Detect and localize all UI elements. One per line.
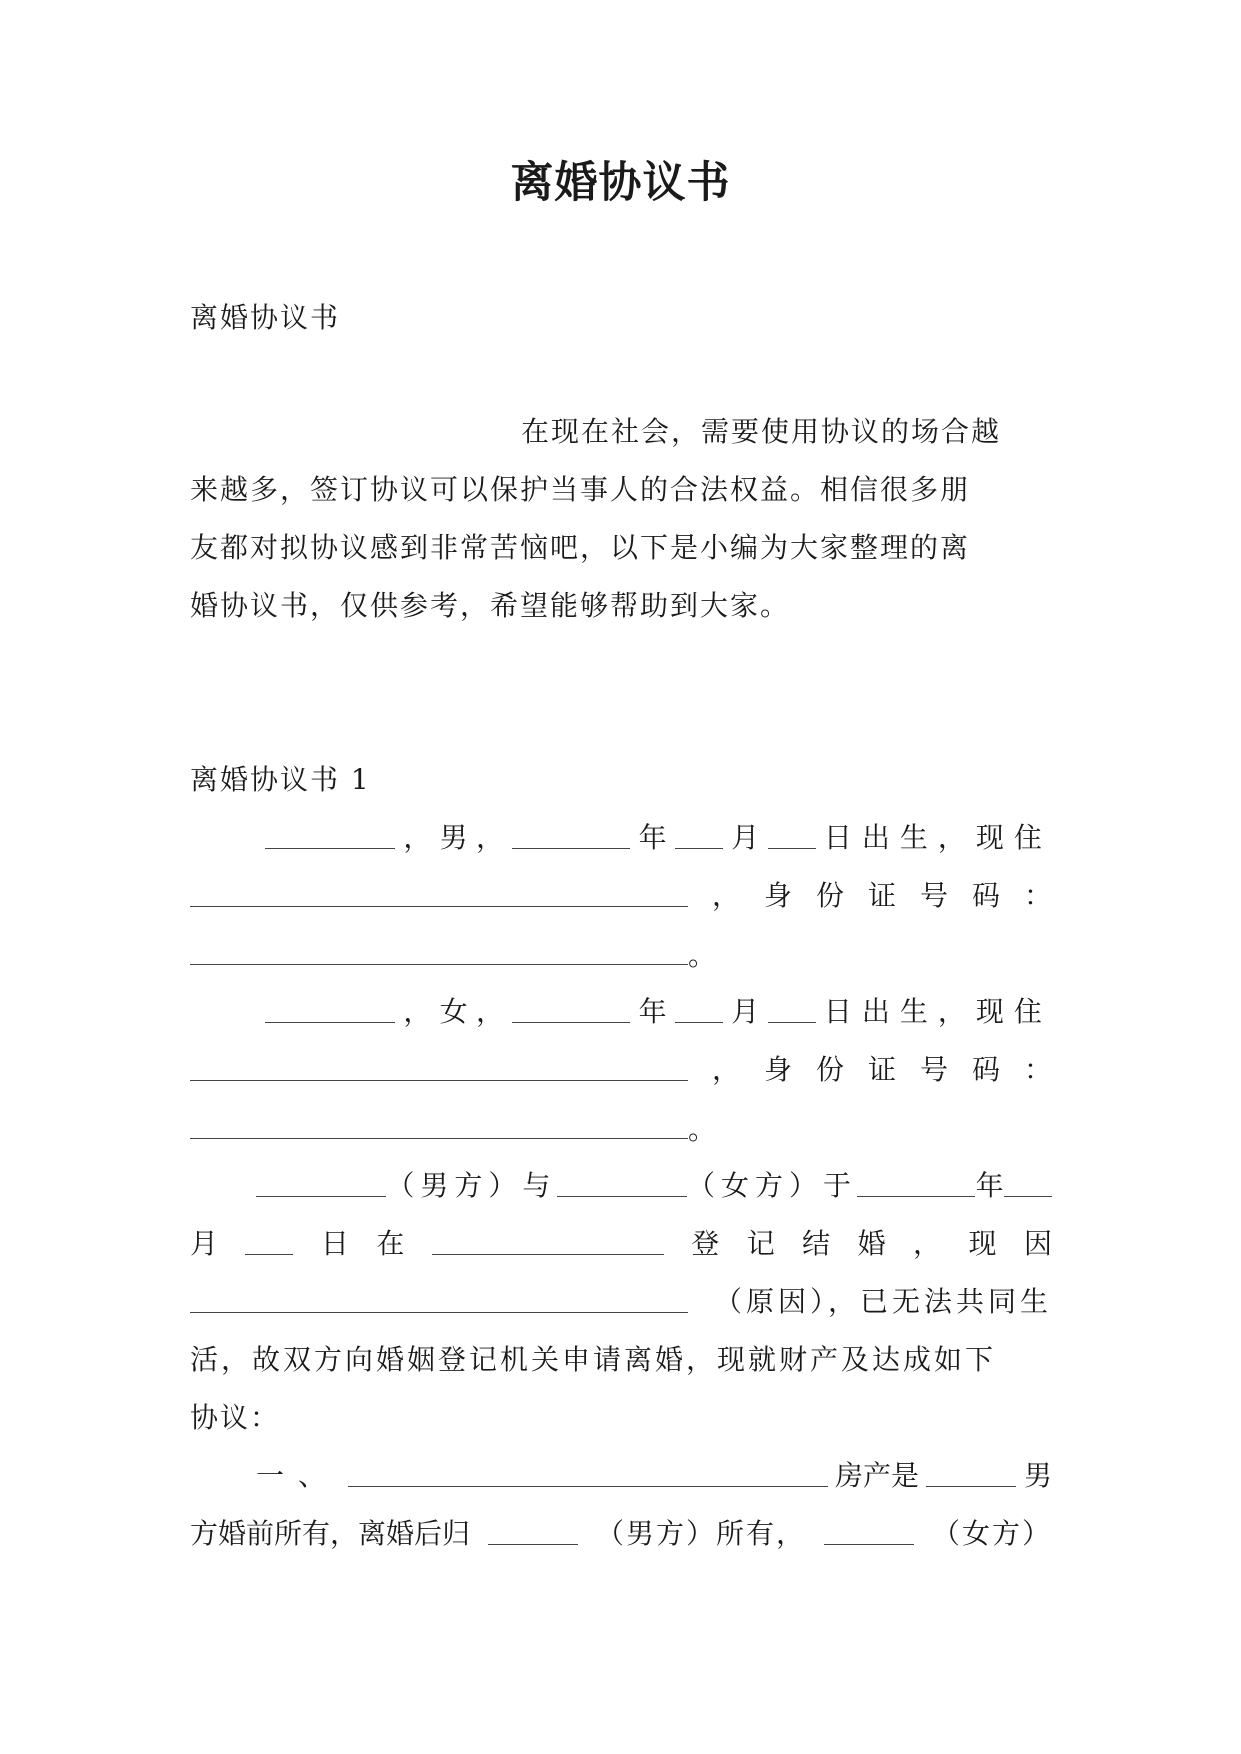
woman-id-char: 码: [971, 1053, 1000, 1086]
woman-id-char: 证: [867, 1053, 896, 1086]
man-id-blank: [190, 934, 688, 965]
man-id-char: 份: [815, 879, 844, 912]
marriage-char: ，: [913, 1227, 942, 1260]
clause1-after-blank: [488, 1514, 578, 1545]
woman-month-blank: [675, 992, 723, 1023]
woman-end-mark: 。: [688, 1113, 719, 1146]
woman-comma-2: ，: [475, 995, 504, 1028]
woman-address-blank: [190, 1050, 688, 1081]
female-party-blank: [557, 1166, 687, 1197]
clause1-house-blank: [348, 1456, 828, 1487]
marriage-char: 登: [691, 1227, 720, 1260]
man-id-char: 身: [763, 879, 792, 912]
marriage-char: 在: [376, 1227, 405, 1260]
man-address-blank: [190, 876, 688, 907]
woman-day-blank: [768, 992, 816, 1023]
woman-born-label: 日出生，现住: [823, 995, 1052, 1028]
marriage-char: 婚: [857, 1227, 886, 1260]
woman-line-2: [190, 1050, 1052, 1090]
marriage-month-blank: [1004, 1166, 1052, 1197]
man-month-blank: [675, 818, 723, 849]
marriage-year-label: 年: [975, 1169, 1004, 1202]
clause1-line-2: [190, 1514, 1052, 1554]
marriage-char: 记: [746, 1227, 775, 1260]
marriage-line-5: 协议：: [190, 1401, 281, 1434]
document-title: 离婚协议书: [510, 158, 731, 208]
marriage-line-4: 活，故双方向婚姻登记机关申请离婚，现就财产及达成如下: [190, 1343, 997, 1376]
woman-id-char: ，: [711, 1053, 740, 1086]
man-name-blank: [265, 818, 395, 849]
marriage-day-blank: [245, 1224, 293, 1255]
man-day-blank: [768, 818, 816, 849]
man-comma: ，: [403, 821, 432, 854]
woman-year-blank: [512, 992, 630, 1023]
man-end-mark: 。: [688, 939, 719, 972]
clause1-owner-blank: [926, 1456, 1016, 1487]
clause1-house-label: 房产是: [834, 1459, 919, 1492]
marriage-char: 因: [1023, 1227, 1052, 1260]
man-id-char: ：: [1023, 879, 1052, 912]
man-id-char: 证: [867, 879, 896, 912]
clause1-male-label: 男: [1023, 1459, 1052, 1492]
marriage-char: 月: [190, 1227, 219, 1260]
woman-id-char: 份: [815, 1053, 844, 1086]
clause1-line-1: [190, 1456, 1052, 1496]
marriage-reason-blank: [190, 1282, 688, 1313]
man-id-char: 号: [919, 879, 948, 912]
woman-month-label: 月: [731, 995, 760, 1028]
intro-line-2: 来越多，签订协议可以保护当事人的合法权益。相信很多朋: [190, 473, 971, 506]
woman-gender: 女: [439, 995, 468, 1028]
woman-line-3: [190, 1108, 1052, 1148]
marriage-line-1: [190, 1166, 1052, 1206]
woman-line-1: [190, 992, 1052, 1032]
man-year-label: 年: [638, 821, 667, 854]
woman-id-blank: [190, 1108, 688, 1139]
woman-name-blank: [265, 992, 395, 1023]
male-party-label: （男方）与: [386, 1169, 557, 1202]
clause1-number: 一、: [256, 1459, 341, 1492]
marriage-line-2: [190, 1224, 1052, 1264]
man-year-blank: [512, 818, 630, 849]
man-id-char: 码: [971, 879, 1000, 912]
woman-id-char: 号: [919, 1053, 948, 1086]
clause1-text-b: （男方）所有，: [595, 1517, 806, 1550]
man-comma-2: ，: [475, 821, 504, 854]
document-subtitle: 离婚协议书: [190, 301, 341, 334]
male-party-blank: [256, 1166, 386, 1197]
clause1-text-a: 方婚前所有，离婚后归: [190, 1517, 471, 1550]
intro-line-1: 在现在社会，需要使用协议的场合越: [521, 415, 1002, 448]
intro-line-4: 婚协议书，仅供参考，希望能够帮助到大家。: [190, 589, 791, 622]
woman-id-char: 身: [763, 1053, 792, 1086]
marriage-char: 日: [320, 1227, 349, 1260]
man-line-3: [190, 934, 1052, 974]
man-line-1: [190, 818, 1052, 858]
clause1-text-c: （女方）: [931, 1517, 1052, 1550]
marriage-char: 结: [802, 1227, 831, 1260]
man-id-char: ，: [711, 879, 740, 912]
intro-line-3: 友都对拟协议感到非常苦恼吧，以下是小编为大家整理的离: [190, 531, 971, 564]
woman-year-label: 年: [638, 995, 667, 1028]
female-party-label: （女方）于: [686, 1169, 857, 1202]
man-line-2: [190, 876, 1052, 916]
man-month-label: 月: [731, 821, 760, 854]
marriage-year-blank: [857, 1166, 975, 1197]
marriage-place-blank: [432, 1224, 664, 1255]
woman-comma: ，: [403, 995, 432, 1028]
man-gender: 男: [439, 821, 468, 854]
marriage-reason-label: （原因），已无法共同生: [713, 1285, 1052, 1318]
man-born-label: 日出生，现住: [823, 821, 1052, 854]
marriage-line-3: [190, 1282, 1052, 1322]
section-heading: 离婚协议书 1: [190, 763, 371, 796]
marriage-char: 现: [968, 1227, 997, 1260]
woman-id-char: ：: [1023, 1053, 1052, 1086]
clause1-female-blank: [824, 1514, 914, 1545]
